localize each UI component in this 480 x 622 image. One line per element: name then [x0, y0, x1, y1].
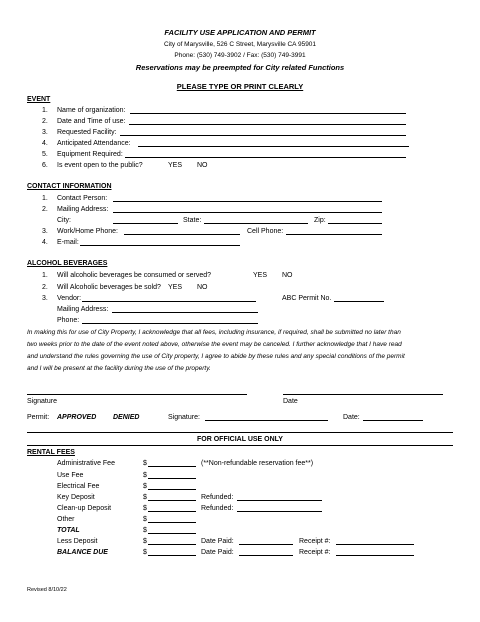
official-divider-bottom: [27, 445, 453, 446]
city-field[interactable]: [113, 223, 178, 224]
vendor-phone-field[interactable]: [82, 323, 258, 324]
permit-signature-label: Signature:: [168, 414, 200, 421]
less-deposit-field[interactable]: [148, 544, 196, 545]
contact-heading: CONTACT INFORMATION: [27, 183, 112, 190]
alcohol-num: 2.: [42, 284, 48, 291]
public-no-option[interactable]: NO: [197, 162, 208, 169]
vendor-mailing-label: Mailing Address:: [57, 306, 109, 313]
electrical-fee-field[interactable]: [148, 489, 196, 490]
mailing-address-label: Mailing Address:: [57, 206, 109, 213]
deposit-receipt-field[interactable]: [336, 544, 414, 545]
permit-date-label: Date:: [343, 414, 360, 421]
refunded-label: Refunded:: [201, 505, 234, 512]
event-item-num: 4.: [42, 140, 48, 147]
use-fee-field[interactable]: [148, 478, 196, 479]
contact-person-field[interactable]: [113, 201, 382, 202]
balance-receipt-field[interactable]: [336, 555, 414, 556]
form-title: FACILITY USE APPLICATION AND PERMIT: [164, 28, 316, 37]
date-label: Date: [283, 398, 298, 405]
receipt-label: Receipt #:: [299, 549, 331, 556]
key-deposit-field[interactable]: [148, 500, 196, 501]
acknowledgement-line: two weeks prior to the date of the event noted above, otherwise the event may be canceled. I further acknowledge that I have read: [27, 341, 402, 348]
served-no-option[interactable]: NO: [282, 272, 293, 279]
sold-no-option[interactable]: NO: [197, 284, 208, 291]
public-yes-option[interactable]: YES: [168, 162, 183, 169]
work-phone-label: Work/Home Phone:: [57, 228, 118, 235]
event-item-label: Is event open to the public?: [57, 162, 143, 169]
fee-label: Key Deposit: [57, 494, 95, 501]
balance-due-field[interactable]: [148, 555, 196, 556]
state-field[interactable]: [204, 223, 308, 224]
fee-dollar: $: [143, 538, 147, 545]
vendor-mailing-field[interactable]: [112, 312, 258, 313]
signature-field[interactable]: [27, 394, 247, 395]
contact-num: 2.: [42, 206, 48, 213]
zip-label: Zip:: [314, 217, 326, 224]
event-item-num: 2.: [42, 118, 48, 125]
fee-dollar: $: [143, 494, 147, 501]
attendance-field[interactable]: [138, 146, 409, 147]
fee-dollar: $: [143, 460, 147, 467]
acknowledgement-line: and understand the rules governing the use of City property, I agree to abide by these rules and any special conditions of the permit: [27, 353, 405, 360]
permit-label: Permit:: [27, 414, 50, 421]
denied-option[interactable]: DENIED: [113, 414, 140, 421]
email-field[interactable]: [80, 245, 240, 246]
work-phone-field[interactable]: [124, 234, 240, 235]
fee-dollar: $: [143, 516, 147, 523]
preempt-note: Reservations may be preempted for City related Functions: [135, 63, 345, 72]
vendor-phone-label: Phone:: [57, 317, 80, 324]
cleanup-deposit-field[interactable]: [148, 511, 196, 512]
fee-dollar: $: [143, 472, 147, 479]
event-item-num: 1.: [42, 107, 48, 114]
fee-label: BALANCE DUE: [57, 549, 108, 556]
print-clearly-note: PLEASE TYPE OR PRINT CLEARLY: [176, 82, 304, 91]
fee-label: Use Fee: [57, 472, 84, 479]
permit-date-field[interactable]: [363, 420, 423, 421]
contact-person-label: Contact Person:: [57, 195, 108, 202]
served-yes-option[interactable]: YES: [253, 272, 268, 279]
contact-num: 4.: [42, 239, 48, 246]
date-paid-label: Date Paid:: [201, 538, 234, 545]
alcohol-sold-question: Will Alcoholic beverages be sold?: [57, 284, 161, 291]
alcohol-heading: ALCOHOL BEVERAGES: [27, 260, 108, 267]
event-item-label: Date and Time of use:: [57, 118, 126, 125]
fee-label: Other: [57, 516, 75, 523]
requested-facility-field[interactable]: [120, 135, 406, 136]
event-item-label: Name of organization:: [57, 107, 126, 114]
alcohol-num: 3.: [42, 295, 48, 302]
event-item-num: 5.: [42, 151, 48, 158]
total-field[interactable]: [148, 533, 196, 534]
official-use-heading: FOR OFFICIAL USE ONLY: [197, 436, 283, 443]
balance-date-paid-field[interactable]: [239, 555, 293, 556]
abc-permit-label: ABC Permit No.: [282, 295, 332, 302]
non-refundable-note: (**Non-refundable reservation fee**): [201, 460, 314, 467]
fee-label: Electrical Fee: [57, 483, 100, 490]
fee-dollar: $: [143, 527, 147, 534]
date-paid-label: Date Paid:: [201, 549, 234, 556]
date-time-field[interactable]: [129, 124, 406, 125]
alcohol-served-question: Will alcoholic beverages be consumed or served?: [57, 272, 212, 279]
event-item-num: 3.: [42, 129, 48, 136]
fee-dollar: $: [143, 505, 147, 512]
fee-dollar: $: [143, 549, 147, 556]
acknowledgement-line: In making this for use of City Property, I acknowledge that all fees, including insurance, if required, shall be submitted no later than: [27, 329, 401, 336]
event-item-label: Anticipated Attendance:: [57, 140, 131, 147]
deposit-date-paid-field[interactable]: [239, 544, 293, 545]
acknowledgement-line: and I will be present at the facility during the use of the property.: [27, 365, 211, 372]
receipt-label: Receipt #:: [299, 538, 331, 545]
cell-phone-label: Cell Phone:: [247, 228, 284, 235]
state-label: State:: [183, 217, 202, 224]
key-refunded-field[interactable]: [237, 500, 322, 501]
vendor-label: Vendor:: [57, 295, 82, 302]
mailing-address-field[interactable]: [113, 212, 382, 213]
city-label: City:: [57, 217, 71, 224]
fee-label: Less Deposit: [57, 538, 98, 545]
revised-date: Revised 8/10/22: [27, 587, 67, 593]
equipment-field[interactable]: [125, 157, 406, 158]
event-heading: EVENT: [27, 96, 51, 103]
administrative-fee-field[interactable]: [148, 466, 196, 467]
date-field[interactable]: [283, 394, 443, 395]
city-address: City of Marysville, 526 C Street, Marysville CA 95901: [163, 41, 317, 48]
abc-permit-field[interactable]: [334, 301, 384, 302]
fee-label: TOTAL: [57, 527, 80, 534]
event-item-label: Requested Facility:: [57, 129, 117, 136]
cell-phone-field[interactable]: [286, 234, 382, 235]
fee-label: Clean-up Deposit: [57, 505, 112, 512]
event-item-label: Equipment Required:: [57, 151, 123, 158]
permit-signature-field[interactable]: [205, 420, 328, 421]
event-item-num: 6.: [42, 162, 48, 169]
refunded-label: Refunded:: [201, 494, 234, 501]
signature-label: Signature: [27, 398, 57, 405]
fee-dollar: $: [143, 483, 147, 490]
vendor-field[interactable]: [82, 301, 256, 302]
other-fee-field[interactable]: [148, 522, 196, 523]
cleanup-refunded-field[interactable]: [237, 511, 322, 512]
contact-num: 1.: [42, 195, 48, 202]
rental-fees-heading: RENTAL FEES: [27, 449, 75, 456]
alcohol-num: 1.: [42, 272, 48, 279]
approved-option[interactable]: APPROVED: [57, 414, 97, 421]
organization-name-field[interactable]: [130, 113, 406, 114]
zip-field[interactable]: [328, 223, 382, 224]
city-phone: Phone: (530) 749-3902 / Fax: (530) 749-3991: [174, 52, 306, 59]
email-label: E-mail:: [57, 239, 79, 246]
official-divider-top: [27, 432, 453, 433]
fee-label: Administrative Fee: [57, 460, 115, 467]
contact-num: 3.: [42, 228, 48, 235]
sold-yes-option[interactable]: YES: [168, 284, 183, 291]
